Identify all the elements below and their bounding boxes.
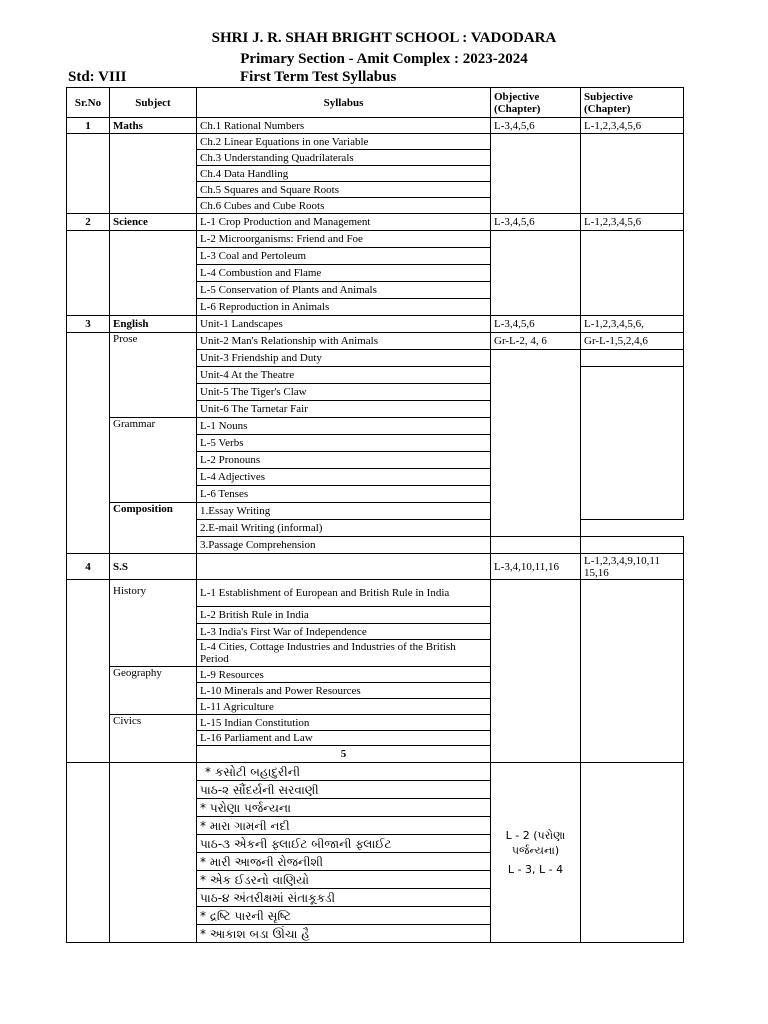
syllabus-cell: પાઠ-૪ અંતરીક્ષમાં સંતાકૂકડી <box>197 889 491 907</box>
syllabus-cell: * દ્રષ્ટિ પારની સૃષ્ટિ <box>197 907 491 925</box>
grammar-label: Grammar <box>110 418 197 503</box>
srno-cell: 1 <box>67 118 110 134</box>
subjective-cell: Gr-L-1,5,2,4,6 <box>581 333 684 350</box>
objective-cell: L-3,4,10,11,16 <box>491 554 581 580</box>
prose-label: Prose <box>110 333 197 418</box>
syllabus-cell: * મારી આજની રોજનીશી <box>197 853 491 871</box>
syllabus-cell: Ch.5 Squares and Square Roots <box>197 182 491 198</box>
srno-cell: 4 <box>67 554 110 580</box>
syllabus-cell: 2.E-mail Writing (informal) <box>197 520 491 537</box>
syllabus-cell: Unit-4 At the Theatre <box>197 367 491 384</box>
syllabus-cell: L-1 Crop Production and Management <box>197 214 491 231</box>
srno-cell: 5 <box>197 746 491 763</box>
syllabus-cell: L-2 British Rule in India <box>197 607 491 624</box>
syllabus-cell: * કસોટી બહાદુરીની <box>197 763 491 781</box>
objective-header: Objective (Chapter) <box>491 88 581 118</box>
subjective-cell: L-1,2,3,4,5,6 <box>581 118 684 134</box>
syllabus-cell: L-15 Indian Constitution <box>197 715 491 731</box>
syllabus-cell: L-6 Tenses <box>197 486 491 503</box>
syllabus-cell: * આકાશ બડા ઊંચા હૈ <box>197 925 491 943</box>
table-row <box>67 316 684 333</box>
syllabus-cell: Unit-5 The Tiger's Claw <box>197 384 491 401</box>
table-row <box>67 118 684 134</box>
syllabus-cell: L-5 Verbs <box>197 435 491 452</box>
objective-cell: L-3,4,5,6 <box>491 118 581 134</box>
syllabus-cell: L-2 Microorganisms: Friend and Foe <box>197 231 491 248</box>
syllabus-cell: Unit-3 Friendship and Duty <box>197 350 491 367</box>
term-title: First Term Test Syllabus <box>240 69 397 85</box>
syllabus-cell: L-5 Conservation of Plants and Animals <box>197 282 491 299</box>
civics-label: Civics <box>110 715 197 763</box>
subjective-cell: L-1,2,3,4,9,10,11 15,16 <box>581 554 684 580</box>
objective-note-1: L - 2 (પરોણા પર્જન્યના) <box>505 829 566 857</box>
srno-cell: 2 <box>67 214 110 231</box>
syllabus-cell: પાઠ-૨ સૌંદર્યની સરવાણી <box>197 781 491 799</box>
history-label: History <box>110 580 197 667</box>
objective-cell: Gr-L-2, 4, 6 <box>491 333 581 350</box>
syllabus-cell: Ch.2 Linear Equations in one Variable <box>197 134 491 150</box>
syllabus-cell: Unit-6 The Tarnetar Fair <box>197 401 491 418</box>
syllabus-cell: 1.Essay Writing <box>197 503 491 520</box>
syllabus-cell: L-6 Reproduction in Animals <box>197 299 491 316</box>
syllabus-cell: Ch.4 Data Handling <box>197 166 491 182</box>
syllabus-cell: Ch.1 Rational Numbers <box>197 118 491 134</box>
subjective-header: Subjective (Chapter) <box>581 88 684 118</box>
table-row <box>67 554 684 580</box>
syllabus-cell: L-10 Minerals and Power Resources <box>197 683 491 699</box>
syllabus-cell: L-3 India's First War of Independence <box>197 624 491 640</box>
subjective-cell: L-1,2,3,4,5,6, <box>581 316 684 333</box>
syllabus-cell: L-1 Nouns <box>197 418 491 435</box>
syllabus-cell: * એક ઈડરનો વાણિયો <box>197 871 491 889</box>
syllabus-cell: Unit-1 Landscapes <box>197 316 491 333</box>
table-row <box>67 214 684 231</box>
subjective-cell: L-1,2,3,4,5,6 <box>581 214 684 231</box>
srno-header: Sr.No <box>67 88 110 118</box>
syllabus-cell: L-4 Combustion and Flame <box>197 265 491 282</box>
geography-label: Geography <box>110 667 197 715</box>
syllabus-cell: L-4 Cities, Cottage Industries and Industries of the British Period <box>197 640 491 667</box>
subject-cell: S.S <box>110 554 197 580</box>
subject-cell: Science <box>110 214 197 231</box>
syllabus-cell: L-1 Establishment of European and British Rule in India <box>197 580 491 607</box>
syllabus-cell: * મારા ગામની નદી <box>197 817 491 835</box>
objective-note-2: L - 3, L - 4 <box>507 863 564 876</box>
srno-cell: 3 <box>67 316 110 333</box>
table-row <box>67 134 684 150</box>
composition-label: Composition <box>110 503 197 554</box>
syllabus-cell: Ch.6 Cubes and Cube Roots <box>197 198 491 214</box>
syllabus-cell: L-2 Pronouns <box>197 452 491 469</box>
syllabus-cell: 3.Passage Comprehension <box>197 537 491 554</box>
gujarati-objective-note <box>491 763 581 943</box>
subject-cell: Maths <box>110 118 197 134</box>
syllabus-cell: Unit-2 Man's Relationship with Animals <box>197 333 491 350</box>
subject-cell: English <box>110 316 197 333</box>
syllabus-cell: પાઠ-૩ એકની ફ્લાઈટ બીજાની ફ્લાઈટ <box>197 835 491 853</box>
syllabus-cell: L-16 Parliament and Law <box>197 731 491 746</box>
syllabus-cell: Ch.3 Understanding Quadrilaterals <box>197 150 491 166</box>
subject-header: Subject <box>110 88 197 118</box>
syllabus-cell: L-9 Resources <box>197 667 491 683</box>
syllabus-table <box>66 87 684 943</box>
school-title: SHRI J. R. SHAH BRIGHT SCHOOL : VADODARA <box>211 30 557 46</box>
syllabus-cell: L-3 Coal and Pertoleum <box>197 248 491 265</box>
objective-cell: L-3,4,5,6 <box>491 316 581 333</box>
syllabus-header: Syllabus <box>197 88 491 118</box>
syllabus-cell: L-11 Agriculture <box>197 699 491 715</box>
objective-cell: L-3,4,5,6 <box>491 214 581 231</box>
syllabus-cell: * પરોણા પર્જન્યના <box>197 799 491 817</box>
standard-label: Std: VIII <box>68 69 127 85</box>
syllabus-cell: L-4 Adjectives <box>197 469 491 486</box>
section-title: Primary Section - Amit Complex : 2023-2024 <box>240 51 528 67</box>
table-header-row <box>67 88 684 118</box>
